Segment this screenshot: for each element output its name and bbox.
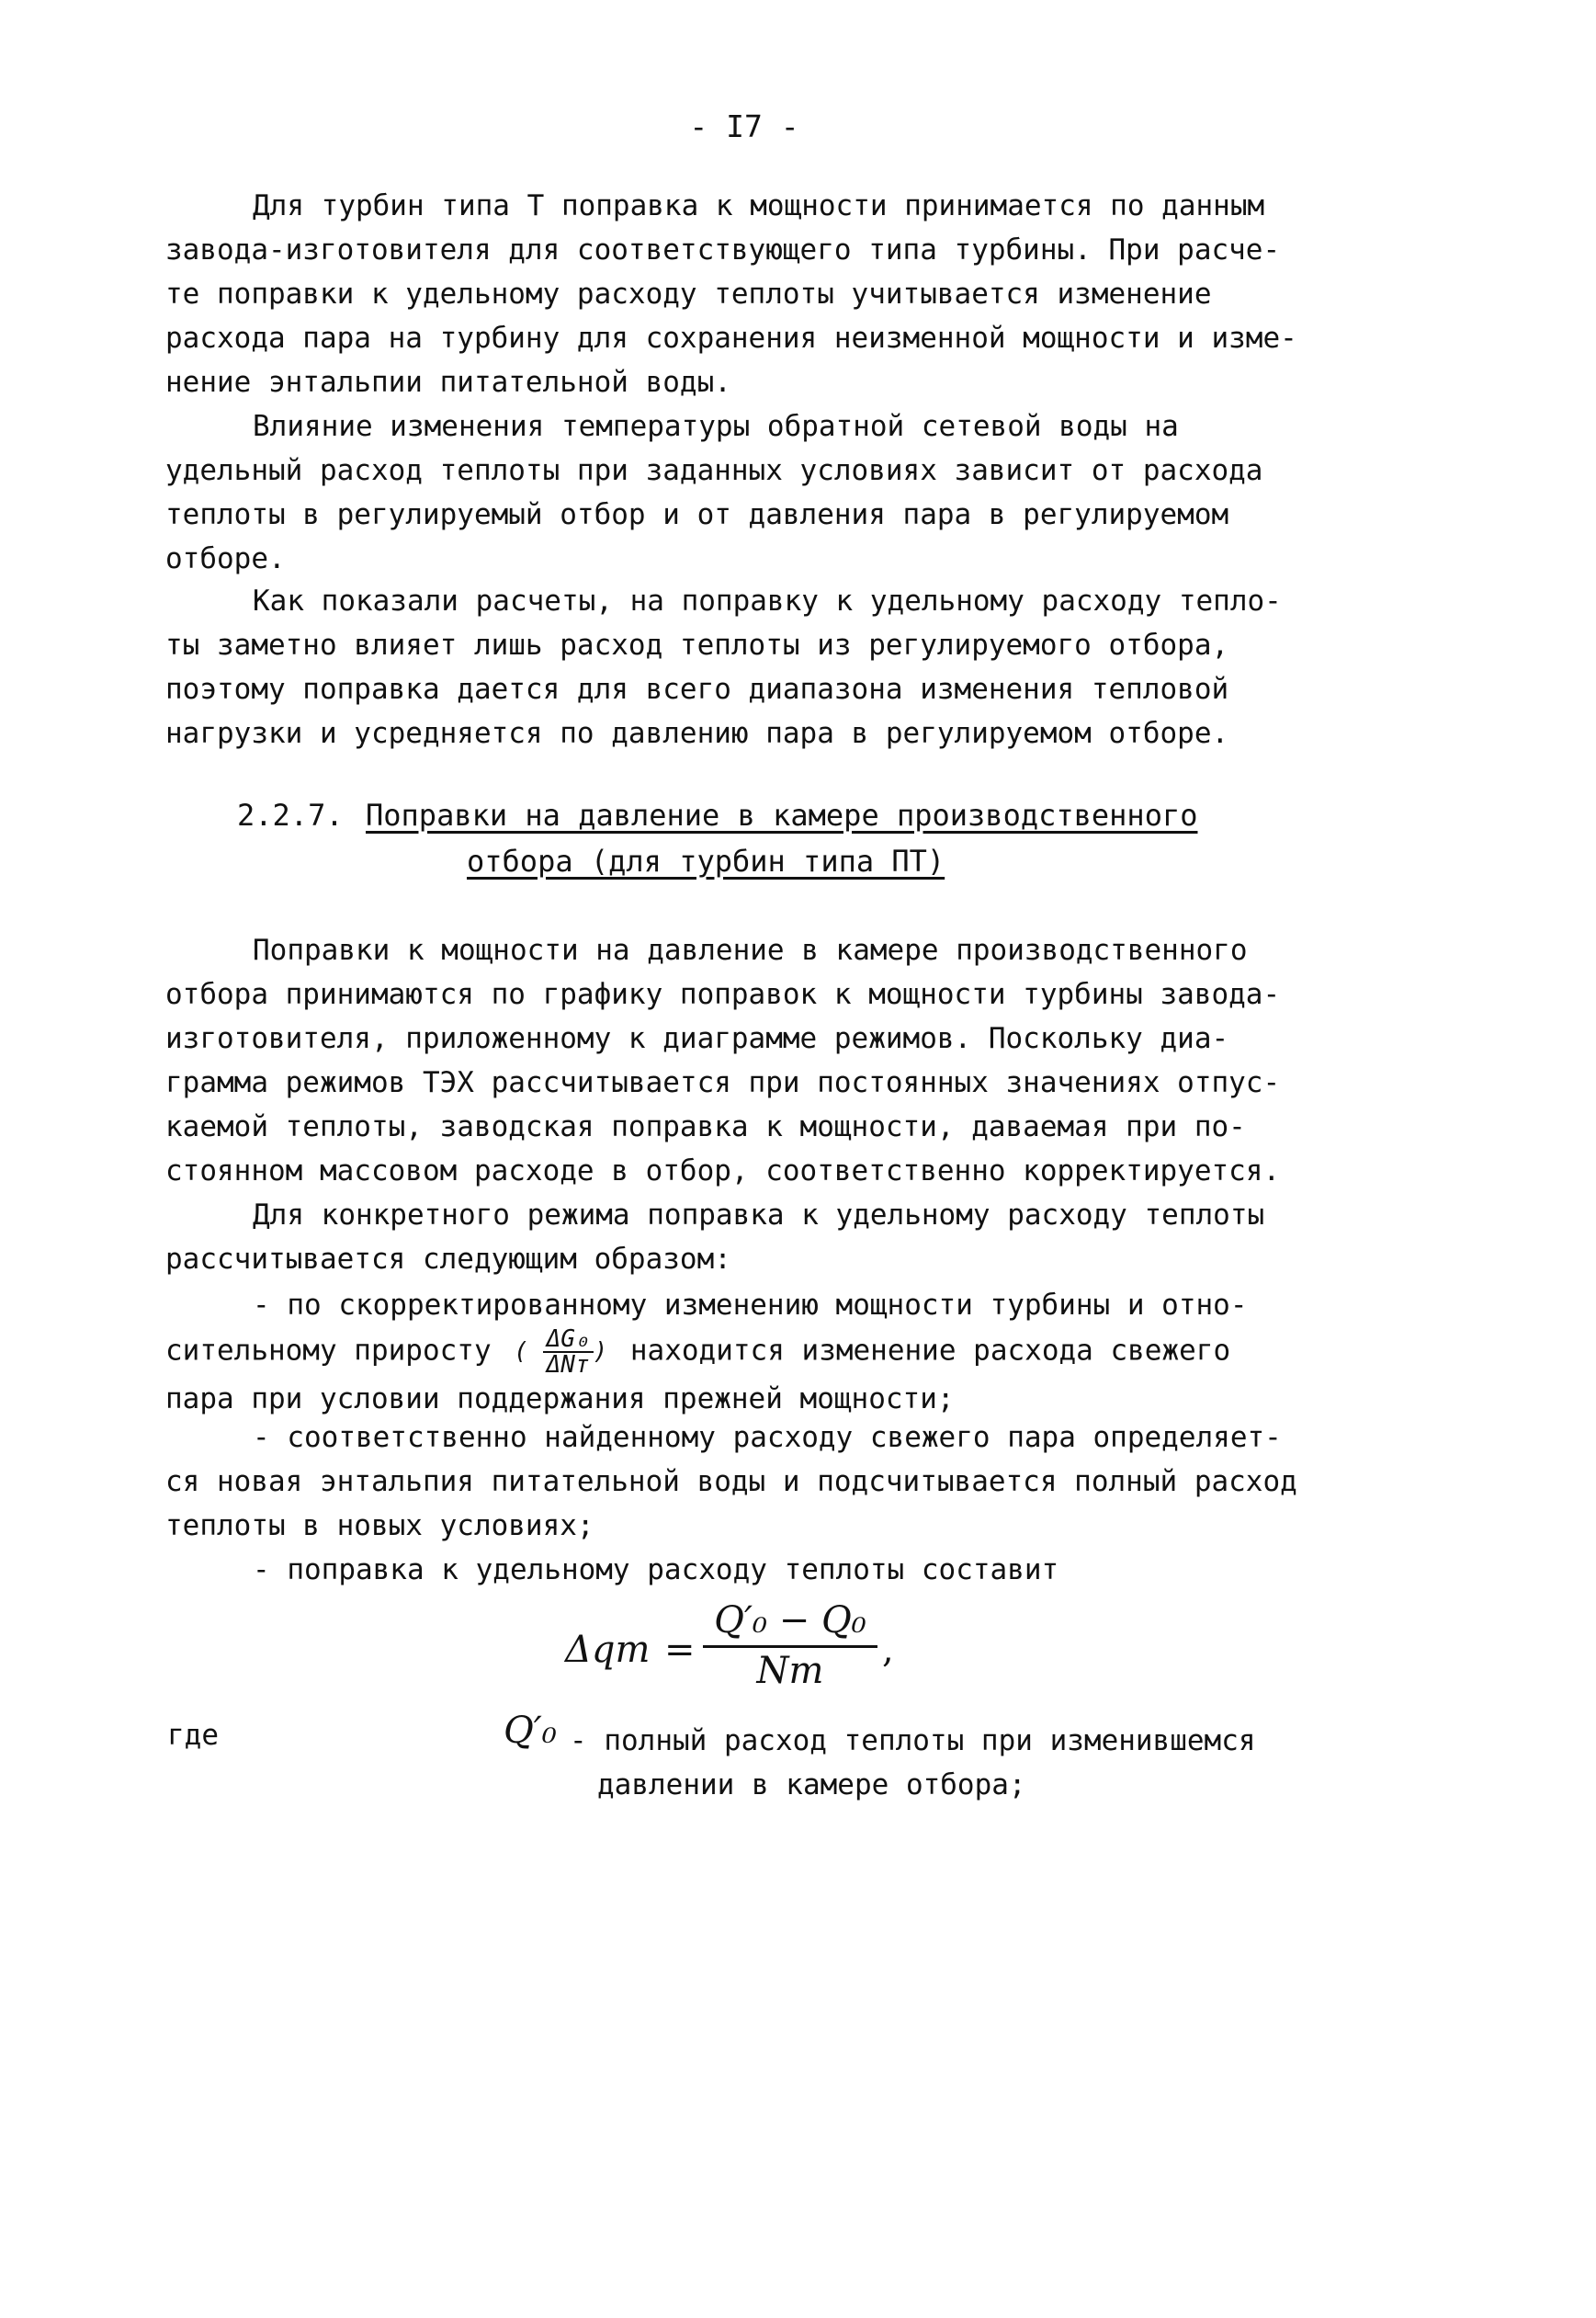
text-line: теплоты в новых условиях; bbox=[165, 1509, 594, 1542]
section-number: 2.2.7. bbox=[237, 798, 344, 833]
where-definition bbox=[570, 1719, 1256, 1807]
where-symbol: Q′₀ bbox=[504, 1710, 557, 1752]
formula-denominator: Nт bbox=[756, 1650, 824, 1692]
section-title-line-1: Поправки на давление в камере производственного bbox=[366, 798, 1198, 833]
text-line: ты заметно влияет лишь расход теплоты из регулируемого отбора, bbox=[165, 629, 1229, 662]
paragraph-3 bbox=[165, 579, 1360, 756]
text-fragment: сительному приросту bbox=[165, 1334, 492, 1368]
paragraph-1 bbox=[165, 184, 1360, 404]
text-line: изготовителя, приложенному к диаграмме режимов. Поскольку диа- bbox=[165, 1022, 1229, 1055]
text-line: те поправки к удельному расходу теплоты учитывается изменение bbox=[165, 278, 1212, 311]
text-line: каемой теплоты, заводская поправка к мощности, даваемая при по- bbox=[165, 1110, 1246, 1143]
text-line: поэтому поправка дается для всего диапазона изменения тепловой bbox=[165, 673, 1229, 706]
text-line: отборе. bbox=[165, 542, 286, 575]
section-title-line-2: отбора (для турбин типа ПТ) bbox=[467, 844, 945, 879]
text-line: Как показали расчеты, на поправку к удельному расходу тепло- bbox=[253, 585, 1282, 618]
text-line: ся новая энтальпия питательной воды и подсчитывается полный расход bbox=[165, 1465, 1297, 1498]
fraction-denominator: ΔNт bbox=[546, 1351, 590, 1379]
text-line: отбора принимаются по графику поправок к мощности турбины завода- bbox=[165, 978, 1281, 1011]
bullet-item-3 bbox=[165, 1548, 1360, 1592]
bullet-item-1 bbox=[165, 1283, 1360, 1421]
text-line: - полный расход теплоты при изменившемся bbox=[570, 1724, 1256, 1757]
formula-equals: = bbox=[664, 1629, 696, 1671]
text-line: Для турбин типа Т поправка к мощности принимается по данным bbox=[253, 189, 1265, 222]
text-line: стоянном массовом расходе в отбор, соответственно корректируется. bbox=[165, 1154, 1281, 1187]
text-line: - соответственно найденному расходу свежего пара определяет- bbox=[253, 1421, 1282, 1454]
text-line: завода-изготовителя для соответствующего типа турбины. При расче- bbox=[165, 233, 1281, 267]
paragraph-2 bbox=[165, 404, 1360, 581]
text-line: Поправки к мощности на давление в камере производственного bbox=[253, 934, 1248, 967]
text-line: давлении в камере отбора; bbox=[597, 1768, 1026, 1801]
text-line: рассчитывается следующим образом: bbox=[165, 1243, 731, 1276]
text-line: Влияние изменения температуры обратной сетевой воды на bbox=[253, 410, 1179, 443]
text-line: Для конкретного режима поправка к удельному расходу теплоты bbox=[253, 1199, 1265, 1232]
formula-lhs: Δqт bbox=[565, 1629, 651, 1671]
text-line: пара при условии поддержания прежней мощности; bbox=[165, 1382, 955, 1415]
text-line: расхода пара на турбину для сохранения неизменной мощности и изме- bbox=[165, 322, 1297, 355]
where-label: где bbox=[167, 1719, 219, 1752]
formula-fraction bbox=[703, 1599, 877, 1692]
bullet-item-2 bbox=[165, 1415, 1360, 1548]
formula-comma: , bbox=[882, 1629, 894, 1671]
paragraph-5 bbox=[165, 1193, 1360, 1281]
text-line: нагрузки и усредняется по давлению пара в регулируемом отборе. bbox=[165, 717, 1229, 750]
text-line: - поправка к удельному расходу теплоты составит bbox=[253, 1553, 1059, 1586]
text-line: теплоты в регулируемый отбор и от давления пара в регулируемом bbox=[165, 498, 1229, 531]
text-line-with-fraction bbox=[165, 1327, 1360, 1377]
text-fragment: находится изменение расхода свежего bbox=[629, 1334, 1231, 1368]
inline-fraction: ( ΔG₀ ΔNт ) bbox=[514, 1325, 608, 1379]
text-line: нение энтальпии питательной воды. bbox=[165, 366, 731, 399]
text-line: - по скорректированному изменению мощности турбины и отно- bbox=[253, 1289, 1248, 1322]
section-heading bbox=[237, 792, 1197, 884]
formula-numerator: Q′₀ − Q₀ bbox=[703, 1599, 877, 1648]
text-line: грамма режимов ТЭХ рассчитывается при постоянных значениях отпус- bbox=[165, 1066, 1281, 1099]
fraction-numerator: ΔG₀ bbox=[543, 1327, 594, 1353]
text-line: удельный расход теплоты при заданных условиях зависит от расхода bbox=[165, 454, 1263, 487]
paragraph-4 bbox=[165, 928, 1360, 1193]
page-number: - I7 - bbox=[689, 108, 799, 144]
